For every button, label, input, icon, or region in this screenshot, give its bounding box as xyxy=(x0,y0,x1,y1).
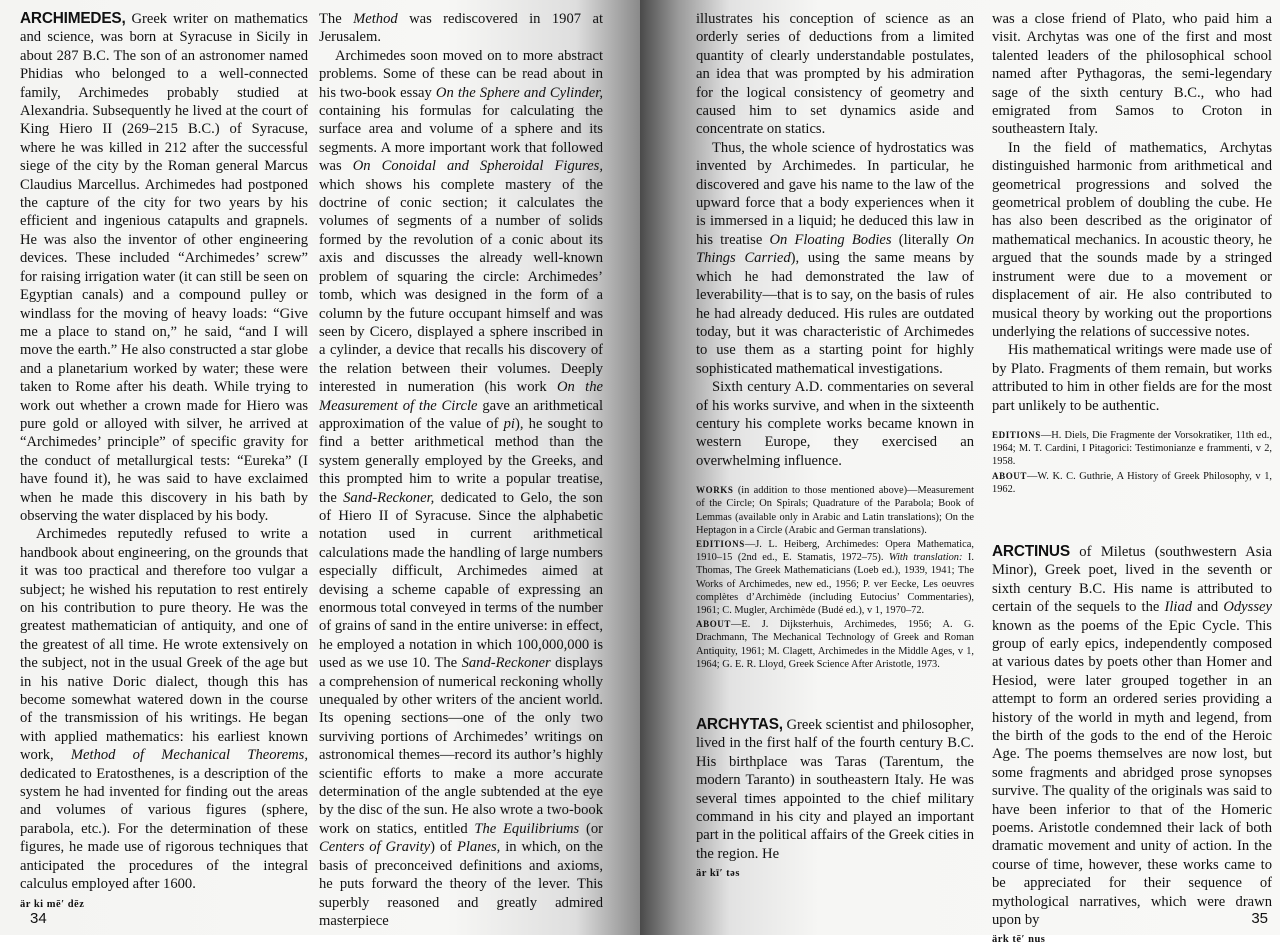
left-page xyxy=(0,0,640,935)
archimedes-paragraph-6: Thus, the whole science of hydrostatics was invented by Archimedes. In particular, he discovered and gave his name to the law of the upward force that a body experiences when it is immersed in a liquid; he deduced this law in his treatise On Floating Bodies (literally On Things Carried), using the same means by which he had demonstrated the law of leverability—that is to say, on the basis of rules he had already deduced. His rules are outdated today, but it was characteristic of Archimedes to use them as a starting point for highly sophisticated mathematical investigations. xyxy=(696,139,974,377)
archytas-bibliography xyxy=(992,429,1272,496)
archimedes-paragraph-3: The Method was rediscovered in 1907 at Jerusalem. xyxy=(319,11,603,46)
page-number-left: 34 xyxy=(30,910,47,927)
headword-archimedes: ARCHIMEDES, xyxy=(20,10,126,27)
about-list: ABOUT—E. J. Dijksterhuis, Archimedes, 1956; A. G. Drachmann, The Mechanical Technology of Greek and Roman Antiquity, 1961; M. Clagett, Archimedes in the Middle Ages, v 1, 1964; G. E. R. Lloyd, Greek Science After Aristotle, 1973. xyxy=(696,619,974,670)
headword-arctinus: ARCTINUS xyxy=(992,542,1070,560)
left-column-2 xyxy=(319,10,603,929)
archytas-paragraph-3: In the field of mathematics, Archytas distinguished harmonic from arithmetical and geometrical progressions and solved the geometrical problem of doubling the cube. He has also been described as the originator of mathematical mechanics. In acoustic theory, he argued that the sounds made by a stringed instrument were due to a movement or displacement of air. He also contributed to musical theory by working out the proportions underlying the relations of successive notes. xyxy=(992,139,1272,340)
editions-list: EDITIONS—J. L. Heiberg, Archimedes: Opera Mathematica, 1910–15 (2nd ed., E. Stamatis, 1972–75). With translation: I. Thomas, The Greek Mathematicians (Loeb ed.), 1939, 1941; The Works of Archimedes, new ed., 1956; P. ver Eecke, Les oeuvres complètes d’Archimède (including Eutocius’ Commentaries), 1961; C. Mugler, Archimède (Budé ed.), v 1, 1970–72. xyxy=(696,538,974,616)
archimedes-bibliography xyxy=(696,484,974,671)
works-list: WORKS (in addition to those mentioned above)—Measurement of the Circle; On Spirals; Quadrature of the Parabola; Book of Lemmas (available only in Arabic and Latin translations); On the Heptagon in a Circle (Arabic and German translations). xyxy=(696,485,975,536)
archimedes-paragraph-7: Sixth century A.D. commentaries on several of his works survive, and when in the sixteenth century his complete works became known in western Europe, they exercised an overwhelming influence. xyxy=(696,379,974,469)
archytas-editions: EDITIONS—H. Diels, Die Fragmente der Vorsokratiker, 11th ed., 1964; M. T. Cardini, I Pitagorici: Testimonianze e frammenti, v 2, 1958. xyxy=(992,429,1272,468)
pronunciation-archimedes: är ki mē′ dēz xyxy=(20,898,85,910)
archytas-paragraph-4: His mathematical writings were made use of by Plato. Fragments of them remain, but works attributed to him in other fields are for the most part unlikely to be authentic. xyxy=(992,342,1272,414)
archytas-about: ABOUT—W. K. C. Guthrie, A History of Greek Philosophy, v 1, 1962. xyxy=(992,470,1272,495)
right-page xyxy=(640,0,1280,946)
pronunciation-archytas: är kī′ təs xyxy=(696,868,740,880)
archimedes-paragraph-4: Archimedes soon moved on to more abstract problems. Some of these can be read about in his two-book essay On the Sphere and Cylinder, containing his formulas for calculating the surface area and volume of a sphere and its segments. A more important work that followed was On Conoidal and Spheroidal Figures, which shows his complete mastery of the doctrine of conic section; it calculates the volumes of segments of a number of solids formed by the revolution of a conic about its axis and discusses the already well-known problem of squaring the circle: Archimedes’ tomb, which was designed in the form of a column by the future occupant himself and was seen by Cicero, displayed a sphere inscribed in a cylinder, a device that recalls his discovery of the relation between their volumes. Deeply interested in numeration (his work On the Measurement of the Circle gave an arithmetical approximation of the value of pi), he sought to find a better arithmetical method than the system generally employed by the Greeks, and this prompted him to write a popular treatise, the Sand-Reckoner, dedicated to Gelo, the son of Hiero II of Syracuse. Since the alphabetic notation used in current arithmetical calculations made the handling of large numbers especially difficult, Archimedes aimed at devising a scheme capable of expressing an enormous total conveyed in terms of the number of grains of sand in the entire universe: in effect, he employed a notation in which 100,000,000 is used as we use 10. The Sand-Reckoner displays a comprehension of numerical reckoning wholly unequaled by other writers of the ancient world. Its opening sections—one of the only two surviving portions of Archimedes’ writings on astronomical themes—record its author’s highly scientific efforts to make a more accurate determination of the angle subtended at the eye by the disc of the sun. He also wrote a two-book work on statics, entitled The Equilibriums (or Centers of Gravity) of Planes, in which, on the basis of preconceived definitions and axioms, he puts forward the theory of the lever. This superbly reasoned and greatly admired masterpiece xyxy=(319,47,603,929)
archytas-entry-intro: ARCHYTAS, Greek scientist and philosopher, lived in the first half of the fourth century B.C. His birthplace was Taras (Tarentum, the modern Taranto) in southeastern Italy. He was several times appointed to the chief military command in his city and played an important part in the political affairs of the Greek cities in the region. He xyxy=(696,716,974,862)
archytas-paragraph-2: was a close friend of Plato, who paid him a visit. Archytas was one of the first and most talented leaders of the philosophical school named after Pythagoras, the semi-legendary sage of the sixth century B.C., who had emigrated from Samos to Croton in southeastern Italy. xyxy=(992,11,1272,138)
left-column-1 xyxy=(20,10,308,910)
archimedes-paragraph-2: Archimedes reputedly refused to write a handbook about engineering, on the grounds that it was too practical and therefore too vulgar a subject; he wished his reputation to rest entirely on his contribution to pure theory. He was the greatest mathematician of antiquity, and one of the greatest of all time. He wrote extensively on the subject, not in the usual Greek of the age but in his native Doric dialect, though this has become somewhat watered down in the course of the transmission of his writings. He began with applied mathematics: his earliest known work, Method of Mechanical Theorems, dedicated to Eratosthenes, is a description of the system he had invented for finding out the areas and volumes of various figures (sphere, parabola, etc.). For the determination of these figures, he made use of rigorous techniques that anticipated the procedures of the integral calculus employed after 1600. xyxy=(20,526,308,893)
arctinus-entry: ARCTINUS of Miletus (southwestern Asia Minor), Greek poet, lived in the seventh or sixth century B.C. His name is attributed to certain of the sequels to the Iliad and Odyssey known as the poems of the Epic Cycle. This group of early epics, independently composed at various dates by poets other than Homer and Hesiod, were later grouped together in an attempt to form an ordered series providing a history of the world in myth and legend, from the birth of the gods to the end of the Heroic Age. The poems themselves are now lost, but some fragments and abridged prose synopses survive. The quality of the originals was said to have been inferior to that of the Homeric poems. Aristotle condemned their lack of both dramatic movement and unity of action. In the course of time, however, these works came to be appreciated for their sequence of mythological narratives, which were drawn upon by xyxy=(992,542,1272,929)
right-column-1 xyxy=(696,10,974,900)
headword-archytas: ARCHYTAS, xyxy=(696,716,783,733)
archimedes-entry-intro: ARCHIMEDES, Greek writer on mathematics and science, was born at Syracuse in Sicily in about 287 B.C. The son of an astronomer named Phidias who belonged to a well-connected family, Archimedes probably studied at Alexandria. Subsequently he lived at the court of King Hiero II (269–215 B.C.) of Syracuse, where he was killed in 212 after the successful siege of the city by the Roman general Marcus Claudius Marcellus. Archimedes had postponed the capture of the city for two years by his efficient and ingenious catapults and grapnels. He was also the inventor of other engineering devices. These included “Archimedes’ screw” for raising irrigation water (it can still be seen on Egyptian canals) and a compound pulley or windlass for the moving of heavy loads: “Give me a place to stand on,” he said, “and I will move the earth.” He also constructed a star globe and a planetarium worked by water; these were taken to Rome after his death. While trying to work out whether a crown made for Hiero was pure gold or alloyed with silver, he arrived at “Archimedes’ principle” of specific gravity for the conduct of metallurgical tests: “Eureka” (I have found it), he was said to have exclaimed when he made this discovery in his bath by observing the water displaced by his body. xyxy=(20,10,308,524)
archimedes-paragraph-5: illustrates his conception of science as an orderly series of deductions from a limited quantity of clearly understandable postulates, an idea that was prompted by his admiration for the logical consistency of geometry and caused him to set dynamics aside and concentrate on statics. xyxy=(696,11,974,138)
pronunciation-arctinus: ärk tē′ nus xyxy=(992,934,1046,946)
page-number-right: 35 xyxy=(1251,910,1268,927)
